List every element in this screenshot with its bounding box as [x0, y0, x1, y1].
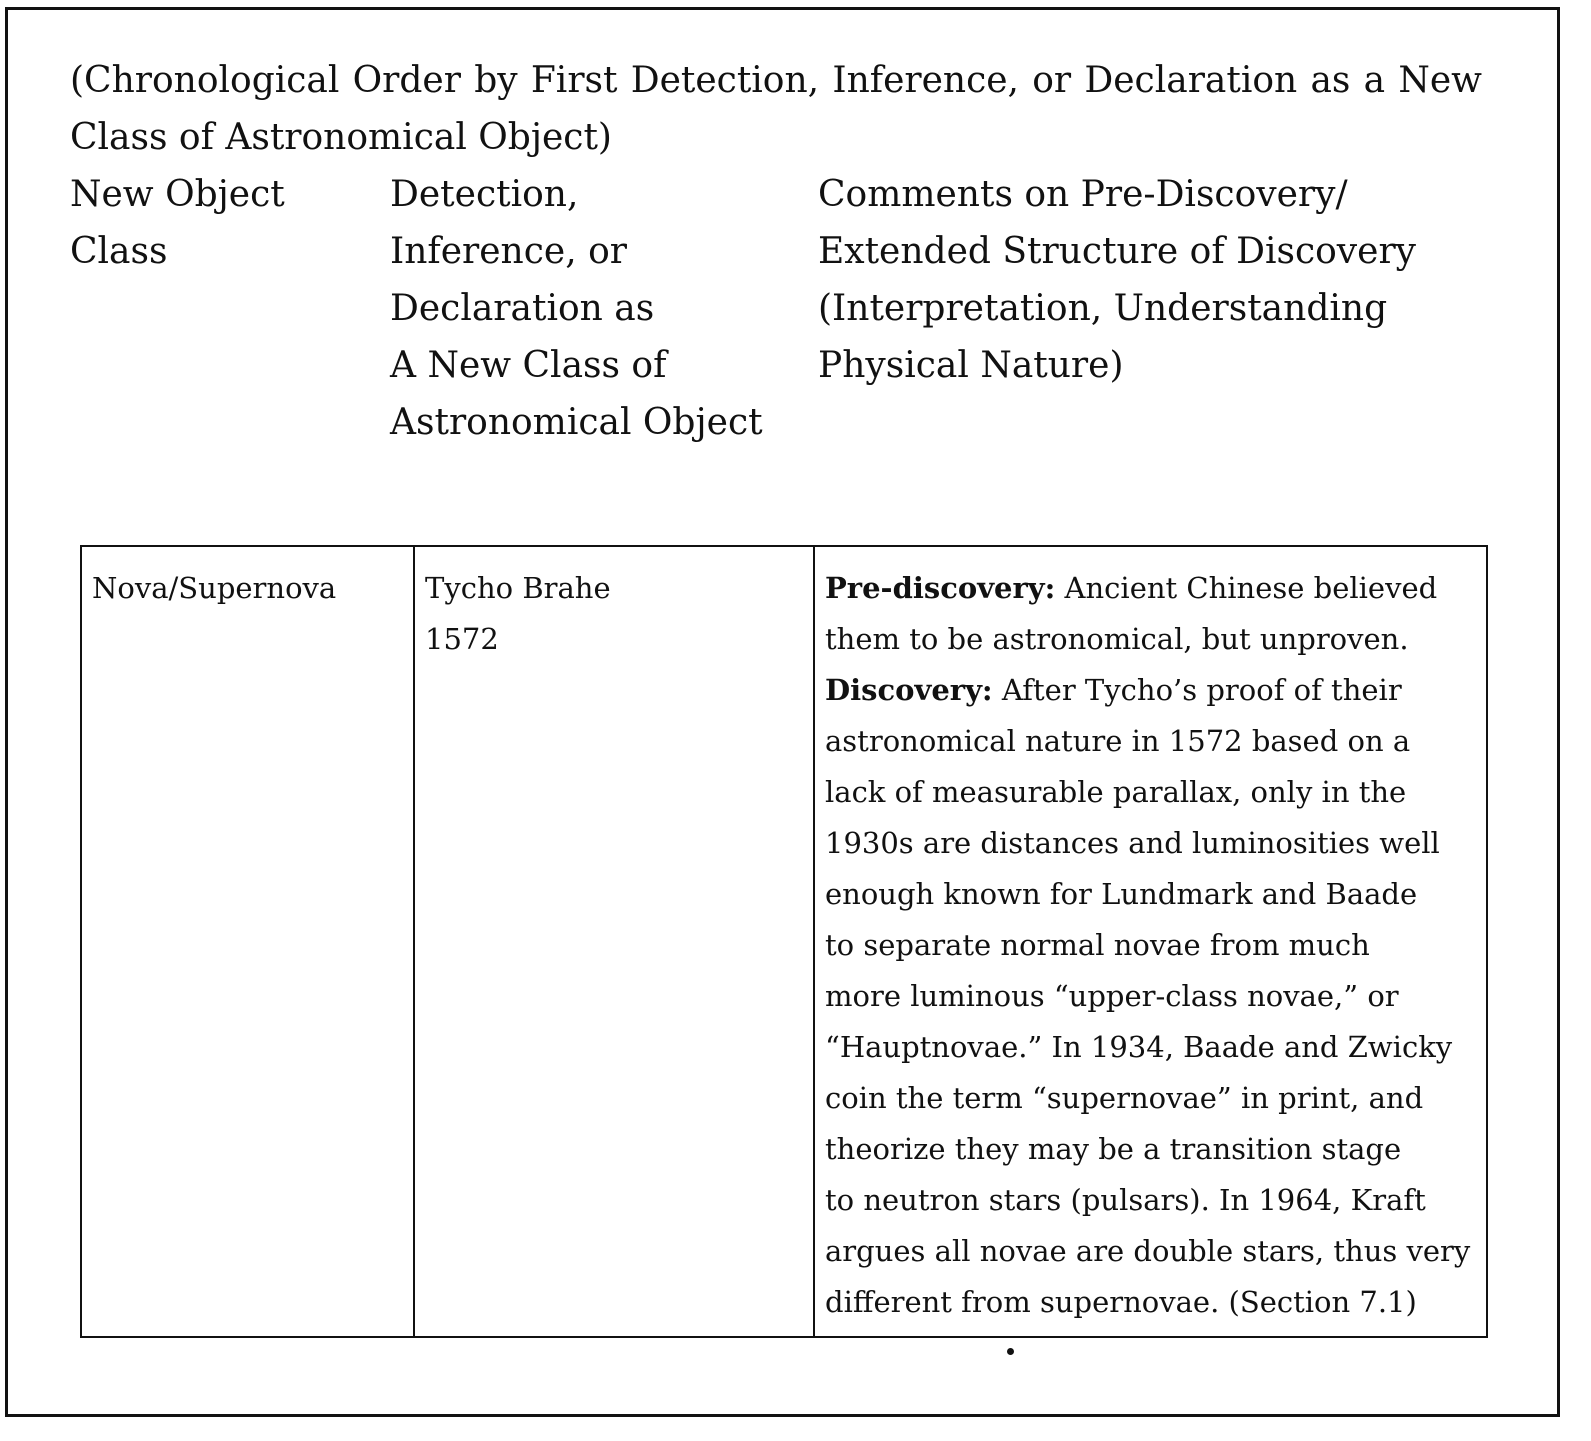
- prediscovery-text: Ancient Chinese believed: [1055, 571, 1438, 605]
- header-detection: [390, 166, 790, 451]
- header-line: Physical Nature): [818, 345, 1124, 386]
- cell-object-class: [81, 546, 414, 1337]
- header-line: Detection,: [390, 174, 579, 215]
- header-line: Astronomical Object: [390, 402, 763, 443]
- table-caption: (Chronological Order by First Detection, Inference, or Declaration as a New Class of Astronomical Object): [70, 60, 1482, 158]
- ink-dot-mark: [1007, 1348, 1014, 1355]
- comment-line: different from supernovae. (Section 7.1): [825, 1285, 1417, 1319]
- comment-line: more luminous “upper-class novae,” or: [825, 979, 1399, 1013]
- cell-detection: [414, 546, 814, 1337]
- header-line: (Interpretation, Understanding: [818, 288, 1388, 329]
- comment-line: argues all novae are double stars, thus very: [825, 1234, 1471, 1268]
- header-line: A New Class of: [390, 345, 667, 386]
- comment-line: to neutron stars (pulsars). In 1964, Kraft: [825, 1183, 1426, 1217]
- comment-line: theorize they may be a transition stage: [825, 1132, 1402, 1166]
- cell-comments: [814, 546, 1487, 1337]
- comment-line: astronomical nature in 1572 based on a: [825, 724, 1411, 758]
- comment-line: enough known for Lundmark and Baade: [825, 877, 1418, 911]
- prediscovery-label: Pre-discovery:: [825, 571, 1056, 605]
- object-class-text: Nova/Supernova: [92, 571, 337, 605]
- discovery-line: [825, 665, 1476, 716]
- comment-line: 1930s are distances and luminosities well: [825, 826, 1440, 860]
- discovery-year: 1572: [425, 622, 499, 656]
- comment-line: “Hauptnovae.” In 1934, Baade and Zwicky: [825, 1030, 1453, 1064]
- header-line: Extended Structure of Discovery: [818, 231, 1416, 272]
- header-new-object-class: [70, 166, 360, 280]
- discovery-table: [80, 545, 1488, 1338]
- header-line: Inference, or: [390, 231, 627, 272]
- header-line: Comments on Pre-Discovery/: [818, 174, 1348, 215]
- comment-line: coin the term “supernovae” in print, and: [825, 1081, 1424, 1115]
- prediscovery-line: [825, 563, 1476, 614]
- comment-line: lack of measurable parallax, only in the: [825, 775, 1407, 809]
- comment-line: to separate normal novae from much: [825, 928, 1370, 962]
- header-line: Class: [70, 231, 168, 272]
- discovery-label: Discovery:: [825, 673, 993, 707]
- comment-line: them to be astronomical, but unproven.: [825, 622, 1409, 656]
- header-line: Declaration as: [390, 288, 655, 329]
- header-comments: [818, 166, 1488, 394]
- discoverer-name: Tycho Brahe: [425, 571, 611, 605]
- table-row: [81, 546, 1487, 1337]
- header-line: New Object: [70, 174, 285, 215]
- discovery-text: After Tycho’s proof of their: [992, 673, 1402, 707]
